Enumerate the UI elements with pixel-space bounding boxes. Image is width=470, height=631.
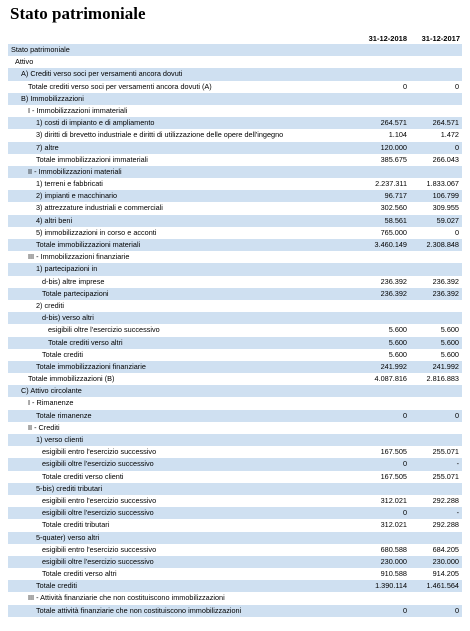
row-label: 5-bis) crediti tributari (36, 483, 103, 493)
value-2018: 312.021 (380, 520, 407, 530)
table-row (8, 507, 462, 519)
row-label: 5) immobilizzazioni in corso e acconti (36, 227, 157, 237)
value-2018: 230.000 (380, 556, 407, 566)
value-2018: 241.992 (380, 361, 407, 371)
row-label: Totale crediti (36, 581, 77, 591)
value-2018: 1.104 (388, 130, 407, 140)
value-2018: 167.505 (380, 471, 407, 481)
value-2018: 0 (402, 81, 407, 91)
table-row (8, 215, 462, 227)
row-label: 3) diritti di brevetto industriale e diritti di utilizzazione delle opere dell'ingegno (36, 130, 284, 140)
row-label: 1) verso clienti (36, 435, 84, 444)
row-label: A) Crediti verso soci per versamenti ancora dovuti (21, 69, 183, 79)
value-2017: 1.461.564 (426, 581, 459, 591)
value-2018: 385.675 (380, 154, 407, 164)
table-row (8, 446, 462, 458)
table-row (8, 556, 462, 568)
value-2018: 120.000 (380, 142, 407, 152)
row-label: Totale immobilizzazioni immateriali (36, 154, 148, 164)
row-label: I - Immobilizzazioni immateriali (28, 105, 128, 115)
row-label: Totale crediti (42, 349, 83, 359)
table-row (8, 56, 462, 68)
table-row (8, 580, 462, 592)
value-2017: 309.955 (432, 203, 459, 213)
table-row (8, 81, 462, 93)
table-row (8, 532, 462, 544)
table-row (8, 337, 462, 349)
row-label: esigibili oltre l'esercizio successivo (42, 459, 154, 469)
value-2018: 0 (402, 605, 407, 615)
table-row (8, 190, 462, 202)
value-2018: 5.600 (388, 349, 407, 359)
page-title: Stato patrimoniale (10, 4, 146, 23)
value-2018: 302.560 (380, 203, 407, 213)
value-2017: 292.288 (432, 495, 459, 505)
row-label: 4) altri beni (36, 215, 73, 225)
row-label: 2) crediti (36, 300, 64, 310)
value-2017: 241.992 (432, 361, 459, 371)
value-2017: - (456, 508, 459, 518)
value-2018: 58.561 (384, 215, 407, 225)
value-2018: 0 (402, 410, 407, 420)
row-label: esigibili entro l'esercizio successivo (42, 447, 157, 457)
value-2018: 765.000 (380, 227, 407, 237)
value-2017: 0 (454, 227, 459, 237)
table-row (8, 68, 462, 80)
value-2017: 5.600 (440, 349, 459, 359)
row-label: Totale rimanenze (36, 410, 92, 420)
value-2017: 2.308.848 (426, 240, 459, 249)
row-label: Totale immobilizzazioni finanziarie (36, 361, 146, 371)
row-label: 7) altre (36, 142, 59, 152)
value-2018: 3.460.149 (374, 240, 407, 249)
row-label: Totale crediti tributari (42, 520, 110, 530)
table-row (8, 129, 462, 141)
table-row (8, 166, 462, 178)
table-row (8, 44, 462, 56)
value-2018: 264.571 (380, 118, 407, 128)
table-row (8, 239, 462, 251)
row-label: d-bis) altre imprese (42, 276, 105, 286)
table-row (8, 422, 462, 434)
value-2017: 2.816.883 (426, 374, 459, 384)
row-label: III - Immobilizzazioni finanziarie (28, 252, 130, 262)
table-row (8, 202, 462, 214)
row-label: Totale partecipazioni (42, 288, 109, 298)
value-2018: 5.600 (388, 325, 407, 335)
value-2018: 680.588 (380, 544, 407, 554)
row-label: 1) partecipazioni in (36, 264, 98, 274)
column-header-2018: 31-12-2018 (368, 34, 407, 43)
row-label: Stato patrimoniale (11, 45, 70, 54)
value-2017: 292.288 (432, 520, 459, 530)
value-2017: 236.392 (432, 276, 459, 286)
value-2017: - (456, 459, 459, 469)
table-row (8, 568, 462, 580)
value-2018: 236.392 (380, 276, 407, 286)
value-2017: 0 (454, 605, 459, 615)
row-label: Totale crediti verso altri (42, 569, 117, 579)
value-2017: 5.600 (440, 337, 459, 347)
row-label: esigibili oltre l'esercizio successivo (48, 325, 160, 335)
row-label: Totale crediti verso soci per versamenti ancora dovuti (A) (28, 81, 212, 91)
table-row (8, 324, 462, 336)
table-row (8, 154, 462, 166)
value-2018: 1.390.114 (375, 581, 407, 591)
value-2017: 230.000 (432, 556, 459, 566)
table-row (8, 471, 462, 483)
value-2018: 2.237.311 (375, 179, 407, 189)
value-2017: 0 (454, 410, 459, 420)
row-label: Totale crediti verso clienti (42, 471, 124, 481)
value-2018: 167.505 (380, 447, 407, 457)
value-2018: 236.392 (380, 288, 407, 298)
balance-sheet-table (8, 44, 462, 617)
value-2017: 1.472 (440, 130, 459, 140)
value-2017: 266.043 (432, 154, 459, 164)
value-2017: 264.571 (432, 118, 459, 128)
table-row (8, 349, 462, 361)
table-row (8, 312, 462, 324)
value-2017: 0 (454, 142, 459, 152)
row-label: esigibili entro l'esercizio successivo (42, 544, 157, 554)
table-row (8, 483, 462, 495)
value-2018: 0 (402, 508, 407, 518)
table-row (8, 458, 462, 470)
value-2018: 4.087.816 (374, 374, 407, 384)
value-2018: 5.600 (388, 337, 407, 347)
value-2018: 910.588 (380, 569, 407, 579)
table-row (8, 251, 462, 263)
row-label: III - Attività finanziarie che non costituiscono immobilizzazioni (28, 593, 225, 603)
row-label: B) Immobilizzazioni (21, 93, 84, 103)
value-2017: 0 (454, 81, 459, 91)
table-row (8, 300, 462, 312)
value-2017: 236.392 (432, 288, 459, 298)
table-row (8, 397, 462, 409)
row-label: 1) costi di impianto e di ampliamento (36, 118, 155, 128)
table-row (8, 544, 462, 556)
row-label: esigibili oltre l'esercizio successivo (42, 508, 154, 518)
value-2017: 684.205 (432, 544, 459, 554)
row-label: Totale immobilizzazioni (B) (28, 374, 115, 384)
table-row (8, 142, 462, 154)
table-row (8, 105, 462, 117)
row-label: Totale crediti verso altri (48, 337, 123, 347)
value-2017: 255.071 (432, 447, 459, 457)
table-row (8, 227, 462, 239)
value-2017: 1.833.067 (426, 179, 459, 189)
row-label: Totale attività finanziarie che non costituiscono immobilizzazioni (36, 605, 242, 615)
table-row (8, 178, 462, 190)
row-label: 2) impianti e macchinario (36, 191, 118, 201)
table-row (8, 592, 462, 604)
table-row (8, 361, 462, 373)
row-label: Totale immobilizzazioni materiali (36, 240, 141, 249)
row-label: 3) attrezzature industriali e commerciali (36, 203, 163, 213)
row-label: Attivo (15, 57, 34, 67)
row-label: esigibili entro l'esercizio successivo (42, 495, 157, 505)
table-row (8, 495, 462, 507)
value-2017: 106.799 (432, 191, 459, 201)
row-label: II - Crediti (28, 422, 60, 432)
row-label: esigibili oltre l'esercizio successivo (42, 556, 154, 566)
table-row (8, 263, 462, 275)
value-2017: 59.027 (436, 215, 459, 225)
column-header-2017: 31-12-2017 (421, 34, 460, 43)
value-2017: 255.071 (432, 471, 459, 481)
value-2017: 914.205 (432, 569, 459, 579)
table-row (8, 373, 462, 385)
table-row (8, 385, 462, 397)
table-row (8, 288, 462, 300)
table-row (8, 605, 462, 617)
row-label: 5-quater) verso altri (36, 532, 100, 542)
table-row (8, 410, 462, 422)
table-row (8, 276, 462, 288)
table-row (8, 93, 462, 105)
value-2018: 96.717 (384, 191, 407, 201)
table-row (8, 434, 462, 446)
value-2017: 5.600 (440, 325, 459, 335)
row-label: I - Rimanenze (28, 398, 74, 408)
row-label: d-bis) verso altri (42, 313, 94, 323)
value-2018: 0 (402, 459, 407, 469)
row-label: 1) terreni e fabbricati (36, 179, 103, 189)
row-label: II - Immobilizzazioni materiali (28, 166, 122, 176)
table-row (8, 519, 462, 531)
value-2018: 312.021 (380, 495, 407, 505)
table-row (8, 117, 462, 129)
row-label: C) Attivo circolante (21, 386, 82, 396)
